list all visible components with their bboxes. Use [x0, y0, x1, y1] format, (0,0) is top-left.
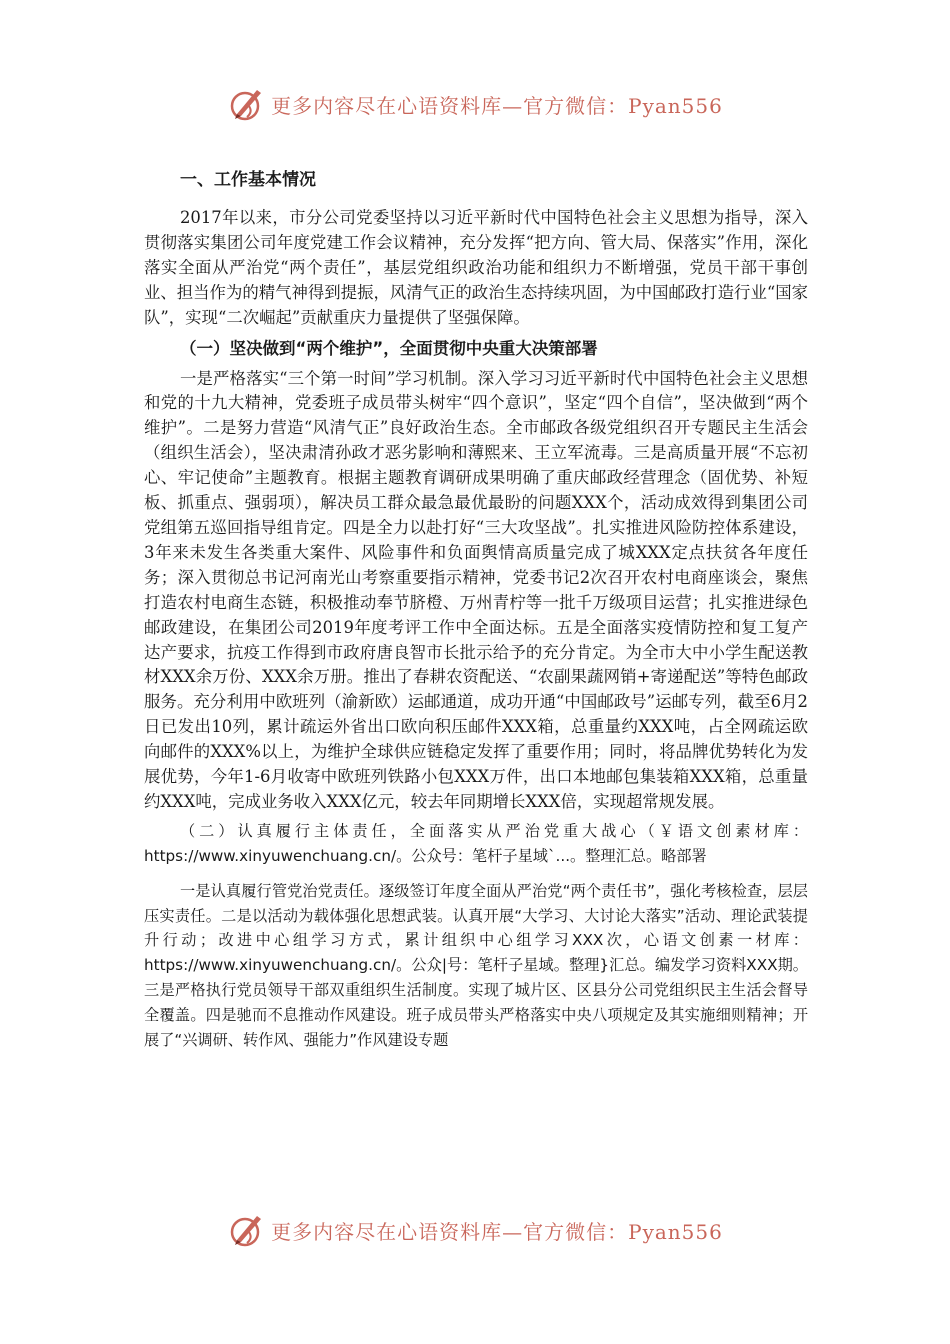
pen-logo-icon	[227, 1210, 267, 1250]
document-body	[144, 168, 808, 1053]
footer-watermark-banner	[0, 1210, 950, 1250]
banner-text: 更多内容尽在心语资料库—官方微信：Pyan556	[271, 1219, 723, 1244]
section-heading: 一、工作基本情况	[180, 170, 316, 190]
intro-paragraph: 2017年以来，市分公司党委坚持以习近平新时代中国特色社会主义思想为指导，深入贯彻落实集团公司年度党建工作会议精神，充分发挥“把方向、管大局、保落实”作用，深化落实全面从严治党“两个责任”，基层党组织政治功能和组织力不断增强，党员干部干事创业、担当作为的精气神得到提振，风清气正的政治生态持续巩固，为中国邮政打造行业“国家队”，实现“二次崛起”贡献重庆力量提供了坚强保障。	[144, 208, 809, 327]
subsection-1-heading: （一）坚决做到“两个维护”，全面贯彻中央重大决策部署	[180, 338, 598, 358]
pen-logo-icon	[227, 84, 267, 124]
subsection-2-heading: （二）认真履行主体责任，全面落实从严治党重大战心（￥语文创素材库：https://www.xinyuwenchuang.cn/。公众号：笔杆子星域`...。整理汇总。略部署	[144, 821, 808, 865]
banner-text: 更多内容尽在心语资料库—官方微信：Pyan556	[271, 93, 723, 118]
subsection-2-paragraph: 一是认真履行管党治党责任。逐级签订年度全面从严治党“两个责任书”，强化考核检查，层层压实责任。二是以活动为载体强化思想武装。认真开展“大学习、大讨论大落实”活动、理论武装提升行动；改进中心组学习方式，累计组织中心组学习XXX次，心语文创素一材库：https://www.xinyuwenchuang.cn/。公众|号：笔杆子星域。整理}汇总。编发学习资料XXX期。三是严格执行党员领导干部双重组织生活制度。实现了城片区、区县分公司党组织民主生活会督导全覆盖。四是驰而不息推动作风建设。班子成员带头严格落实中央八项规定及其实施细则精神；开展了“兴调研、转作风、强能力”作风建设专题	[144, 881, 808, 1050]
header-watermark-banner	[0, 84, 950, 124]
subsection-1-paragraph: 一是严格落实“三个第一时间”学习机制。深入学习习近平新时代中国特色社会主义思想和党的十九大精神，党委班子成员带头树牢“四个意识”，坚定“四个自信”，坚决做到“两个维护”。二是努力营造“风清气正”良好政治生态。全市邮政各级党组织召开专题民主生活会（组织生活会），坚决肃清孙政才恶劣影响和薄熙来、王立军流毒。三是高质量开展“不忘初心、牢记使命”主题教育。根据主题教育调研成果明确了重庆邮政经营理念（固优势、补短板、抓重点、强弱项），解决员工群众最急最优最盼的问题XXX个，活动成效得到集团公司党组第五巡回指导组肯定。四是全力以赴打好“三大攻坚战”。扎实推进风险防控体系建设，3年来未发生各类重大案件、风险事件和负面舆情高质量完成了城XXX定点扶贫各年度任务；深入贯彻总书记河南光山考察重要指示精神，党委书记2次召开农村电商座谈会，聚焦打造农村电商生态链，积极推动奉节脐橙、万州青柠等一批千万级项目运营；扎实推进绿色邮政建设，在集团公司2019年度考评工作中全面达标。五是全面落实疫情防控和复工复产达产要求，抗疫工作得到市政府唐良智市长批示给予的充分肯定。为全市大中小学生配送教材XXX余万份、XXX余万册。推出了春耕农资配送、“农副果蔬网销+寄递配送”等特色邮政服务。充分利用中欧班列（渝新欧）运邮通道，成功开通“中国邮政号”运邮专列，截至6月2日已发出10列，累计疏运外省出口欧向积压邮件XXX箱，总重量约XXX吨，占全网疏运欧向邮件的XXX%以上，为维护全球供应链稳定发挥了重要作用；同时，将品牌优势转化为发展优势，今年1-6月收寄中欧班列铁路小包XXX万件，出口本地邮包集装箱XXX箱，总重量约XXX吨，完成业务收入XXX亿元，较去年同期增长XXX倍，实现超常规发展。	[144, 368, 808, 811]
